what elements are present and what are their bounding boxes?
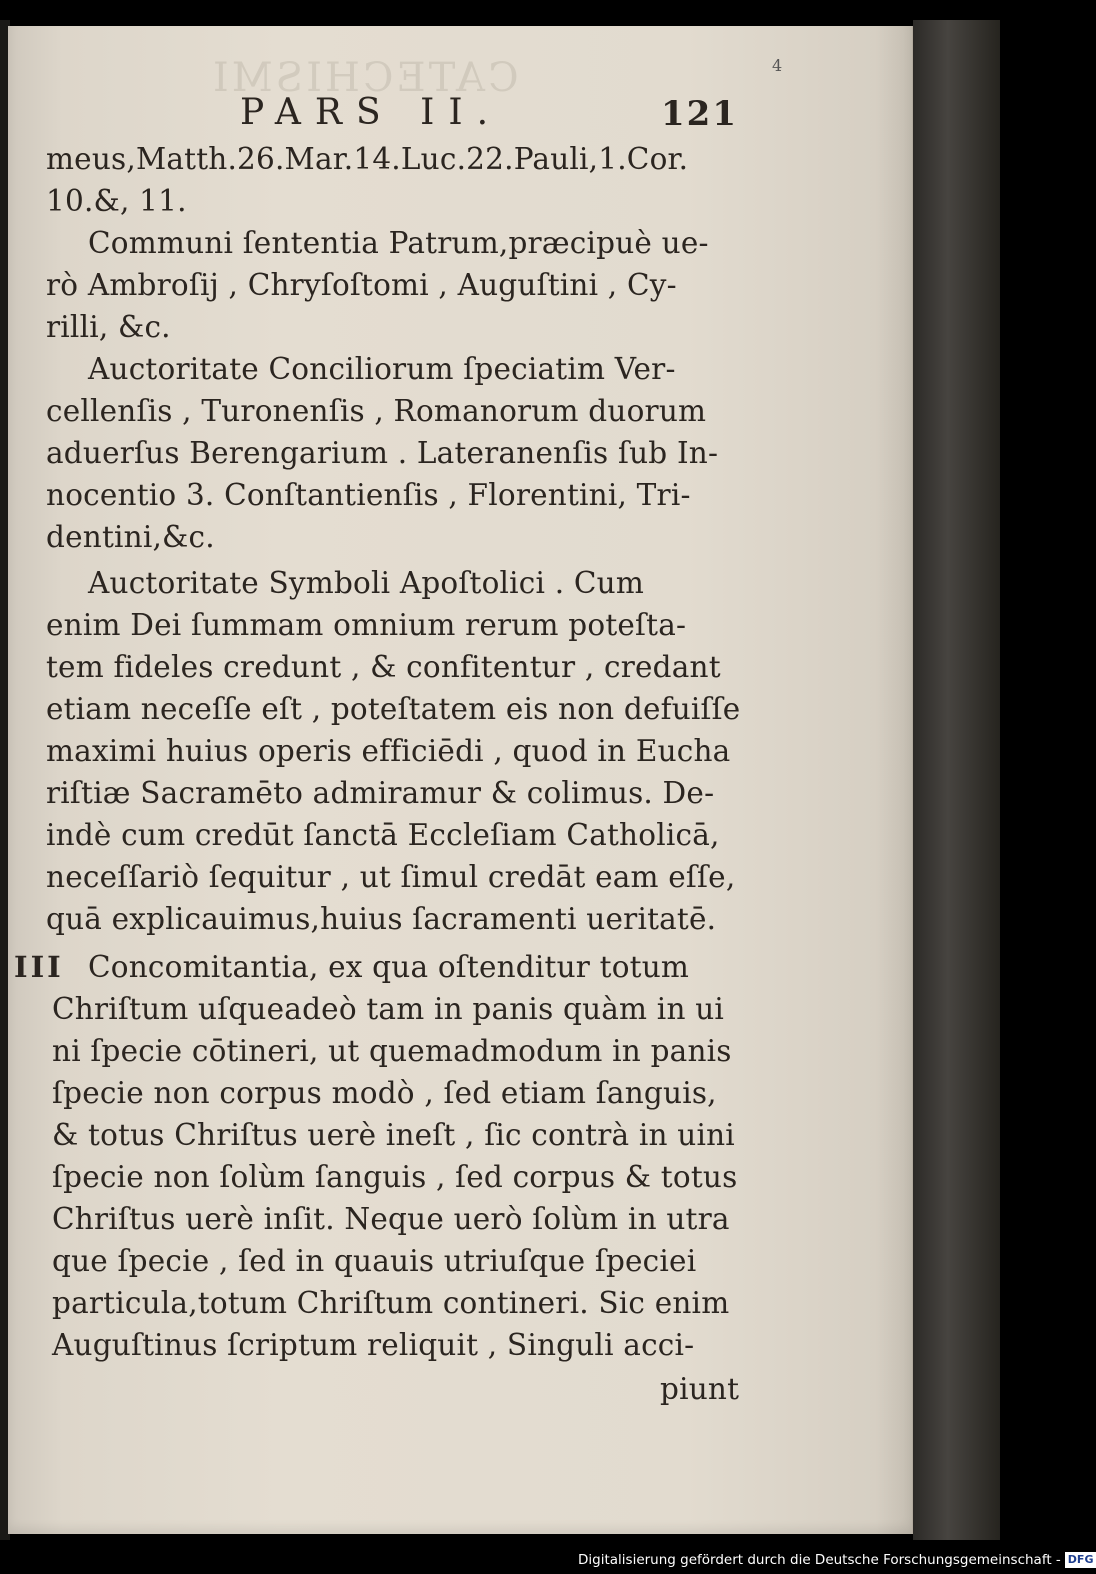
text-line: quā explicauimus,huius ſacramenti ueritatē.	[46, 902, 717, 936]
text-line: que ſpecie , ſed in quauis utriuſque ſpeciei	[52, 1244, 697, 1278]
text-line: enim Dei ſummam omnium rerum poteſta-	[46, 608, 687, 642]
text-line: indè cum credūt ſanctā Eccleſiam Catholicā,	[46, 818, 720, 852]
text-line: Chriſtus uerè inſit. Neque uerò ſolùm in utra	[52, 1202, 730, 1236]
text-line: & totus Chriſtus uerè ineſt , ſic contrà in uini	[52, 1118, 735, 1152]
text-line: rilli, &c.	[46, 310, 171, 344]
text-line: tem fideles credunt , & confitentur , credant	[46, 650, 721, 684]
text-line: Auctoritate Conciliorum ſpeciatim Ver-	[88, 352, 676, 386]
text-line: ſpecie non ſolùm ſanguis , ſed corpus & totus	[52, 1160, 738, 1194]
credit-text: Digitalisierung gefördert durch die Deutsche Forschungsgemeinschaft -	[578, 1552, 1061, 1568]
text-line: Auctoritate Symboli Apoſtolici . Cum	[88, 566, 645, 600]
corner-mark: 4	[772, 56, 783, 75]
marginal-section-number: III	[14, 950, 64, 984]
text-line: maximi huius operis efficiēdi , quod in Eucha	[46, 734, 731, 768]
text-line: Concomitantia, ex qua oſtenditur totum	[88, 950, 690, 984]
page-number: 121	[661, 94, 738, 134]
text-line: Communi ſententia Patrum,præcipuè ue-	[88, 226, 709, 260]
text-line: riſtiæ Sacramēto admiramur & colimus. De-	[46, 776, 715, 810]
text-line: 10.&, 11.	[46, 184, 187, 218]
running-head: PARS II.	[240, 92, 503, 133]
text-line: ni ſpecie cōtineri, ut quemadmodum in panis	[52, 1034, 732, 1068]
text-line: aduerſus Berengarium . Lateranenſis ſub In-	[46, 436, 719, 470]
text-line: cellenſis , Turonenſis , Romanorum duorum	[46, 394, 707, 428]
adjacent-page-edge	[913, 20, 1000, 1540]
show-through-text: CATECHISMI	[210, 55, 519, 101]
text-line: particula,totum Chriſtum contineri. Sic enim	[52, 1286, 730, 1320]
digitization-credit	[578, 1548, 1096, 1572]
text-line: meus,Matth.26.Mar.14.Luc.22.Pauli,1.Cor.	[46, 142, 689, 176]
dfg-logo: DFG	[1065, 1552, 1096, 1568]
text-line: neceſſariò ſequitur , ut ſimul credāt eam eſſe,	[46, 860, 736, 894]
text-line: Chriſtum uſqueadeò tam in panis quàm in ui	[52, 992, 725, 1026]
catchword: piunt	[660, 1372, 740, 1406]
text-line: nocentio 3. Conſtantienſis , Florentini, Tri-	[46, 478, 691, 512]
text-line: dentini,&c.	[46, 520, 215, 554]
text-line: etiam neceſſe eſt , poteſtatem eis non defuiſſe	[46, 692, 741, 726]
text-line: Auguſtinus ſcriptum reliquit , Singuli acci-	[52, 1328, 695, 1362]
text-line: rò Ambroſij , Chryſoſtomi , Auguſtini , Cy-	[46, 268, 677, 302]
text-line: ſpecie non corpus modò , ſed etiam ſanguis,	[52, 1076, 717, 1110]
